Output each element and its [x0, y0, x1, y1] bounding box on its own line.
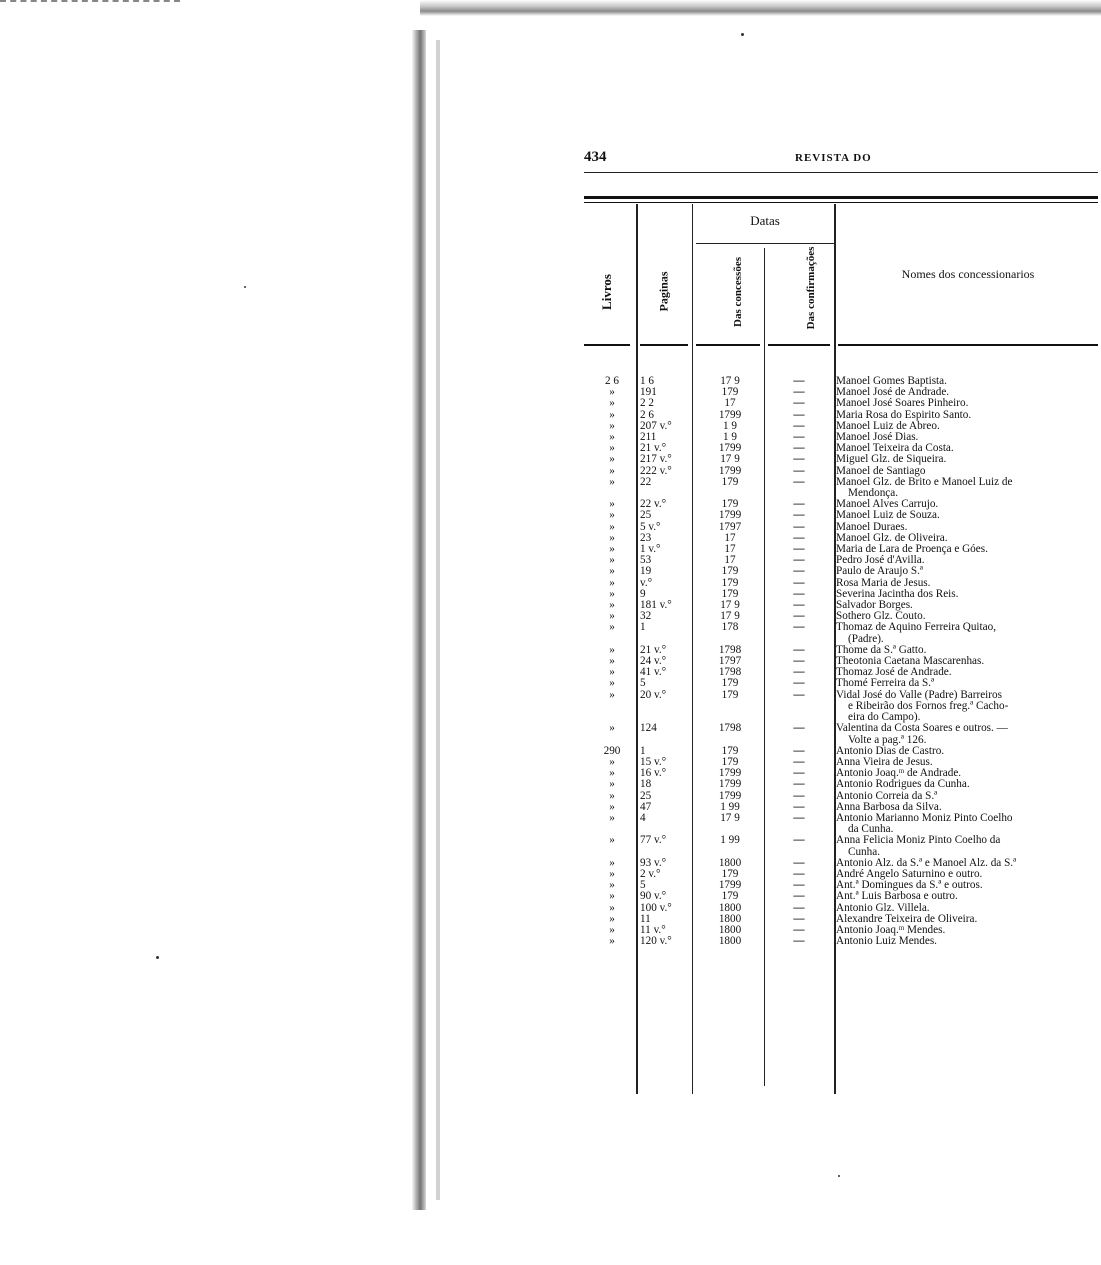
cell-nome-line: Antonio Luiz Mendes.	[836, 935, 937, 948]
cell-nome-line: Manoel Gomes Baptista.	[836, 375, 947, 387]
cell-confirmacao: —	[793, 386, 805, 399]
cell-nome-line: Manoel Alves Carrujo.	[836, 498, 939, 511]
book-binding-shadow	[412, 30, 426, 1210]
cell-livro: »	[609, 475, 615, 488]
cell-pagina: v.°	[640, 576, 653, 589]
scan-speck	[741, 33, 744, 36]
table-row	[584, 891, 1098, 902]
cell-livro: »	[609, 789, 615, 802]
table-top-rule-thin	[584, 202, 1098, 203]
cell-confirmacao: —	[793, 520, 805, 533]
scan-top-shadow	[420, 0, 1101, 16]
cell-pagina: 100 v.°	[640, 901, 672, 914]
cell-livro: »	[609, 867, 615, 880]
cell-pagina: 191	[640, 386, 657, 399]
cell-nome-line: André Angelo Saturnino e outro.	[836, 867, 983, 880]
cell-livro: »	[609, 666, 615, 679]
cell-pagina: 77 v.°	[640, 834, 667, 847]
cell-livro: »	[609, 610, 615, 623]
cell-pagina: 23	[640, 531, 652, 544]
cell-concessao: 179	[721, 386, 739, 399]
table-row	[584, 690, 1098, 724]
table-row	[584, 622, 1098, 644]
cell-concessao: 179	[721, 565, 739, 578]
cell-concessao: 17	[724, 554, 736, 567]
cell-nome-line: Sothero Glz. Couto.	[836, 610, 926, 623]
cell-pagina: 41 v.°	[640, 666, 667, 679]
cell-nome-line: Thome da S.ª Gatto.	[836, 643, 927, 656]
cell-livro: »	[609, 879, 615, 892]
scan-speck	[156, 956, 159, 959]
cell-concessao: 1799	[718, 789, 742, 802]
cell-confirmacao: —	[793, 834, 805, 847]
cell-pagina: 24 v.°	[640, 655, 667, 668]
cell-concessao: 1 9	[723, 431, 737, 444]
cell-concessao: 1799	[718, 464, 742, 477]
cell-confirmacao: —	[793, 677, 805, 690]
cell-concessao: 1800	[718, 901, 742, 914]
cell-concessao: 1798	[718, 722, 742, 735]
cell-nome-line: Thomé Ferreira da S.ª	[836, 677, 935, 690]
cell-concessao: 17 9	[720, 811, 740, 824]
table-row	[584, 454, 1098, 465]
cell-nome	[836, 678, 1098, 689]
cell-pagina: 5	[640, 677, 646, 690]
cell-confirmacao: —	[793, 722, 805, 735]
cell-pagina: 93 v.°	[640, 856, 667, 869]
cell-livro: »	[609, 453, 615, 466]
table-row	[584, 678, 1098, 689]
cell-concessao: 179	[721, 755, 739, 768]
cell-pagina: 1	[640, 621, 646, 634]
cell-concessao: 1798	[718, 666, 742, 679]
cell-confirmacao: —	[793, 901, 805, 914]
cell-livro: »	[609, 935, 615, 948]
cell-confirmacao: —	[793, 935, 805, 948]
cell-concessao: 1799	[718, 442, 742, 455]
cell-livro: »	[609, 531, 615, 544]
header-nomes: Nomes dos concessionarios	[901, 267, 1035, 281]
header-das-confirmacoes: Das confirmações	[805, 246, 817, 330]
cell-concessao: 17	[724, 397, 736, 410]
cell-livro: »	[609, 923, 615, 936]
cell-nome-line: Antonio Alz. da S.ª e Manoel Alz. da S.ª	[836, 856, 1017, 869]
cell-nome-line: Ant.ª Luis Barbosa e outro.	[836, 890, 958, 903]
cell-confirmacao: —	[793, 666, 805, 679]
cell-concessao: 1799	[718, 767, 742, 780]
cell-nome	[836, 398, 1098, 409]
cell-pagina: 11 v.°	[640, 923, 666, 936]
cell-nome-line: Anna Barbosa da Silva.	[836, 800, 942, 813]
cell-nome-line: Antonio Dias de Castro.	[836, 744, 945, 757]
cell-nome-line: Thomaz de Aquino Ferreira Quitao,	[836, 621, 996, 634]
cell-livro: »	[609, 755, 615, 768]
cell-livro: »	[609, 834, 615, 847]
cell-concessao: 1 99	[720, 834, 740, 847]
cell-confirmacao: —	[793, 655, 805, 668]
cell-livro: »	[609, 587, 615, 600]
cell-nome-line: Paulo de Araujo S.ª	[836, 565, 923, 578]
header-rule	[584, 172, 1098, 173]
cell-livro: »	[609, 386, 615, 399]
cell-livro: »	[609, 767, 615, 780]
cell-nome-line: Maria Rosa do Espirito Santo.	[836, 408, 972, 421]
cell-confirmacao: —	[793, 688, 805, 701]
cell-livro: »	[609, 655, 615, 668]
cell-concessao: 1799	[718, 408, 742, 421]
cell-concessao: 179	[721, 744, 739, 757]
cell-confirmacao: —	[793, 890, 805, 903]
cell-nome-line: Antonio Marianno Moniz Pinto Coelho	[836, 811, 1013, 824]
scan-speck	[838, 1175, 840, 1177]
cell-pagina: 16 v.°	[640, 767, 667, 780]
cell-nome-line: Cunha.	[848, 845, 881, 858]
cell-pagina: 2 v.°	[640, 867, 661, 880]
cell-concessao: 1 9	[723, 419, 737, 432]
cell-pagina: 2 6	[640, 408, 654, 421]
cell-livro: »	[609, 800, 615, 813]
concessions-table	[584, 196, 1098, 1096]
table-row	[584, 936, 1098, 947]
cell-nome-line: Rosa Maria de Jesus.	[836, 576, 931, 589]
cell-pagina: 120 v.°	[640, 935, 672, 948]
cell-concessao: 1800	[718, 912, 742, 925]
cell-livro: »	[609, 431, 615, 444]
cell-livro: »	[609, 408, 615, 421]
cell-nome-line: Manoel Luiz de Souza.	[836, 509, 940, 522]
cell-pagina: 25	[640, 789, 652, 802]
cell-concessao: 1799	[718, 778, 742, 791]
cell-pagina: 9	[640, 587, 646, 600]
cell-concessao: 1800	[718, 935, 742, 948]
cell-confirmacao: —	[793, 498, 805, 511]
cell-nome-line: Manoel Duraes.	[836, 520, 908, 533]
cell-livro: »	[609, 677, 615, 690]
cell-concessao: 179	[721, 475, 739, 488]
cell-pagina: 211	[640, 431, 657, 444]
cell-nome-line: Manoel Luiz de Abreo.	[836, 419, 940, 432]
cell-nome-line: Manoel José de Andrade.	[836, 386, 950, 399]
cell-confirmacao: —	[793, 879, 805, 892]
cell-livro: »	[609, 643, 615, 656]
table-row	[584, 779, 1098, 790]
cell-livro: »	[609, 464, 615, 477]
cell-concessao: 17 9	[720, 375, 740, 387]
cell-pagina: 1 6	[640, 375, 654, 387]
cell-confirmacao: —	[793, 375, 805, 387]
cell-nome	[836, 566, 1098, 577]
cell-confirmacao: —	[793, 867, 805, 880]
cell-confirmacao: —	[793, 453, 805, 466]
cell-nome-line: Thomaz José de Andrade.	[836, 666, 952, 679]
cell-nome-line: Valentina da Costa Soares e outros. —	[836, 722, 1008, 735]
cell-nome-line: Severina Jacintha dos Reis.	[836, 587, 959, 600]
cell-confirmacao: —	[793, 912, 805, 925]
scan-speck	[244, 286, 246, 288]
cell-nome-line: (Padre).	[848, 632, 884, 645]
header-separator	[640, 344, 688, 346]
cell-nome	[836, 690, 1098, 724]
cell-confirmacao: —	[793, 442, 805, 455]
cell-concessao: 1798	[718, 643, 742, 656]
table-row	[584, 510, 1098, 521]
cell-concessao: 179	[721, 587, 739, 600]
cell-concessao: 179	[721, 867, 739, 880]
cell-livro: »	[609, 576, 615, 589]
cell-concessao: 17 9	[720, 599, 740, 612]
cell-pagina: 124	[640, 722, 657, 735]
cell-livro: »	[609, 722, 615, 735]
cell-pagina: 22 v.°	[640, 498, 667, 511]
cell-pagina: 90 v.°	[640, 890, 667, 903]
cell-confirmacao: —	[793, 419, 805, 432]
cell-concessao: 178	[721, 621, 739, 634]
cell-livro: »	[609, 543, 615, 556]
cell-nome-line: Anna Vieira de Jesus.	[836, 755, 933, 768]
cell-confirmacao: —	[793, 509, 805, 522]
cell-nome	[836, 891, 1098, 902]
cell-concessao: 1799	[718, 509, 742, 522]
cell-concessao: 1797	[718, 520, 742, 533]
cell-pagina: 25	[640, 509, 652, 522]
cell-livro: »	[609, 442, 615, 455]
table-row	[584, 835, 1098, 857]
cell-confirmacao: —	[793, 543, 805, 556]
cell-nome-line: Manoel Teixeira da Costa.	[836, 442, 954, 455]
cell-livro: »	[609, 599, 615, 612]
cell-nome-line: e Ribeirão dos Fornos freg.ª Cacho-	[848, 699, 1009, 712]
cell-confirmacao: —	[793, 744, 805, 757]
cell-confirmacao: —	[793, 475, 805, 488]
cell-nome-line: Manoel de Santiago	[836, 464, 926, 477]
cell-concessao: 1799	[718, 879, 742, 892]
table-body	[584, 376, 1098, 947]
cell-nome	[836, 510, 1098, 521]
table-row	[584, 477, 1098, 499]
cell-livro: »	[609, 856, 615, 869]
cell-livro: »	[609, 778, 615, 791]
cell-confirmacao: —	[793, 610, 805, 623]
cell-pagina: 4	[640, 811, 646, 824]
cell-confirmacao: —	[793, 554, 805, 567]
page-number: 434	[584, 149, 607, 165]
cell-confirmacao: —	[793, 587, 805, 600]
cell-concessao: 179	[721, 688, 739, 701]
cell-concessao: 17 9	[720, 453, 740, 466]
table-top-rule	[584, 196, 1098, 199]
cell-concessao: 1 99	[720, 800, 740, 813]
cell-nome-line: Antonio Correia da S.ª	[836, 789, 938, 802]
cell-confirmacao: —	[793, 531, 805, 544]
cell-pagina: 22	[640, 475, 652, 488]
cell-livro: 290	[603, 744, 621, 757]
cell-confirmacao: —	[793, 755, 805, 768]
scan-edge-marks	[0, 0, 180, 6]
cell-pagina: 15 v.°	[640, 755, 667, 768]
header-das-concessoes: Das concessões	[732, 257, 744, 327]
cell-nome-line: Anna Felicia Moniz Pinto Coelho da	[836, 834, 1001, 847]
cell-nome	[836, 454, 1098, 465]
cell-nome-line: Antonio Rodrigues da Cunha.	[836, 778, 970, 791]
cell-pagina: 1	[640, 744, 646, 757]
cell-confirmacao: —	[793, 767, 805, 780]
cell-livro: 2 6	[605, 375, 619, 387]
cell-livro: »	[609, 901, 615, 914]
cell-confirmacao: —	[793, 599, 805, 612]
cell-nome-line: Salvador Borges.	[836, 599, 913, 612]
cell-livro: »	[609, 498, 615, 511]
cell-livro: »	[609, 565, 615, 578]
cell-nome-line: Alexandre Teixeira de Oliveira.	[836, 912, 978, 925]
cell-pagina: 21 v.°	[640, 442, 667, 455]
cell-pagina: 20 v.°	[640, 688, 667, 701]
cell-livro: »	[609, 520, 615, 533]
cell-nome	[836, 936, 1098, 947]
cell-nome-line: Pedro José d'Avilla.	[836, 554, 925, 567]
cell-pagina: 18	[640, 778, 652, 791]
cell-pagina: 11	[640, 912, 651, 925]
cell-confirmacao: —	[793, 431, 805, 444]
cell-nome-line: Volte a pag.ª 126.	[848, 733, 927, 746]
cell-confirmacao: —	[793, 464, 805, 477]
cell-confirmacao: —	[793, 800, 805, 813]
cell-nome-line: da Cunha.	[848, 823, 894, 836]
header-separator	[768, 344, 830, 346]
cell-pagina: 207 v.°	[640, 419, 672, 432]
cell-nome	[836, 622, 1098, 644]
cell-nome-line: Antonio Joaq.ᵐ de Andrade.	[836, 767, 962, 780]
cell-confirmacao: —	[793, 789, 805, 802]
cell-concessao: 1797	[718, 655, 742, 668]
cell-pagina: 47	[640, 800, 652, 813]
table-row	[584, 398, 1098, 409]
cell-pagina: 5 v.°	[640, 520, 661, 533]
table-row	[584, 566, 1098, 577]
cell-nome-line: Miguel Glz. de Siqueira.	[836, 453, 947, 466]
cell-pagina: 2 2	[640, 397, 654, 410]
cell-livro: »	[609, 397, 615, 410]
cell-concessao: 17 9	[720, 610, 740, 623]
cell-pagina: 217 v.°	[640, 453, 672, 466]
cell-concessao: 17	[724, 543, 736, 556]
header-livros: Livros	[599, 274, 614, 310]
cell-nome-line: Antonio Glz. Villela.	[836, 901, 930, 914]
cell-pagina: 19	[640, 565, 652, 578]
cell-livro: »	[609, 811, 615, 824]
cell-concessao: 1800	[718, 856, 742, 869]
cell-nome-line: Manoel Glz. de Oliveira.	[836, 531, 948, 544]
cell-livro: »	[609, 688, 615, 701]
table-row	[584, 813, 1098, 835]
cell-nome-line: Maria de Lara de Proença e Góes.	[836, 543, 988, 556]
header-separator	[584, 344, 630, 346]
header-datas: Datas	[750, 213, 780, 228]
cell-nome	[836, 477, 1098, 499]
book-binding-edge	[436, 40, 440, 1200]
cell-nome-line: Theotonia Caetana Mascarenhas.	[836, 655, 985, 668]
cell-pagina: 5	[640, 879, 646, 892]
cell-pagina: 21 v.°	[640, 643, 667, 656]
table-row	[584, 723, 1098, 745]
cell-confirmacao: —	[793, 565, 805, 578]
cell-nome-line: Manoel José Soares Pinheiro.	[836, 397, 969, 410]
cell-nome-line: Vidal José do Valle (Padre) Barreiros	[836, 688, 1002, 701]
cell-confirmacao: —	[793, 643, 805, 656]
cell-concessao: 179	[721, 677, 739, 690]
cell-confirmacao: —	[793, 397, 805, 410]
cell-concessao: 17	[724, 531, 736, 544]
cell-concessao: 1800	[718, 923, 742, 936]
cell-nome-line: Manoel José Dias.	[836, 431, 919, 444]
cell-nome	[836, 813, 1098, 835]
cell-nome	[836, 779, 1098, 790]
header-separator	[838, 344, 1098, 346]
running-title: REVISTA DO	[795, 152, 872, 164]
cell-pagina: 1 v.°	[640, 543, 661, 556]
header-paginas: Paginas	[656, 271, 671, 312]
cell-livro: »	[609, 890, 615, 903]
cell-confirmacao: —	[793, 621, 805, 634]
cell-confirmacao: —	[793, 811, 805, 824]
cell-confirmacao: —	[793, 576, 805, 589]
cell-nome	[836, 723, 1098, 745]
cell-nome-line: eira do Campo).	[848, 711, 921, 724]
cell-confirmacao: —	[793, 856, 805, 869]
cell-livro: »	[609, 554, 615, 567]
cell-livro: »	[609, 509, 615, 522]
header-separator	[696, 344, 760, 346]
cell-concessao: 179	[721, 576, 739, 589]
cell-concessao: 179	[721, 498, 739, 511]
cell-nome-line: Mendonça.	[848, 487, 899, 500]
cell-livro: »	[609, 419, 615, 432]
cell-nome-line: Ant.ª Domingues da S.ª e outros.	[836, 879, 983, 892]
cell-nome	[836, 835, 1098, 857]
cell-pagina: 222 v.°	[640, 464, 672, 477]
cell-livro: »	[609, 621, 615, 634]
cell-pagina: 32	[640, 610, 652, 623]
cell-livro: »	[609, 912, 615, 925]
cell-confirmacao: —	[793, 923, 805, 936]
cell-pagina: 53	[640, 554, 652, 567]
cell-nome-line: Antonio Joaq.ᵐ Mendes.	[836, 923, 946, 936]
cell-confirmacao: —	[793, 778, 805, 791]
cell-concessao: 179	[721, 890, 739, 903]
cell-nome-line: Manoel Glz. de Brito e Manoel Luiz de	[836, 475, 1013, 488]
cell-confirmacao: —	[793, 408, 805, 421]
cell-pagina: 181 v.°	[640, 599, 672, 612]
